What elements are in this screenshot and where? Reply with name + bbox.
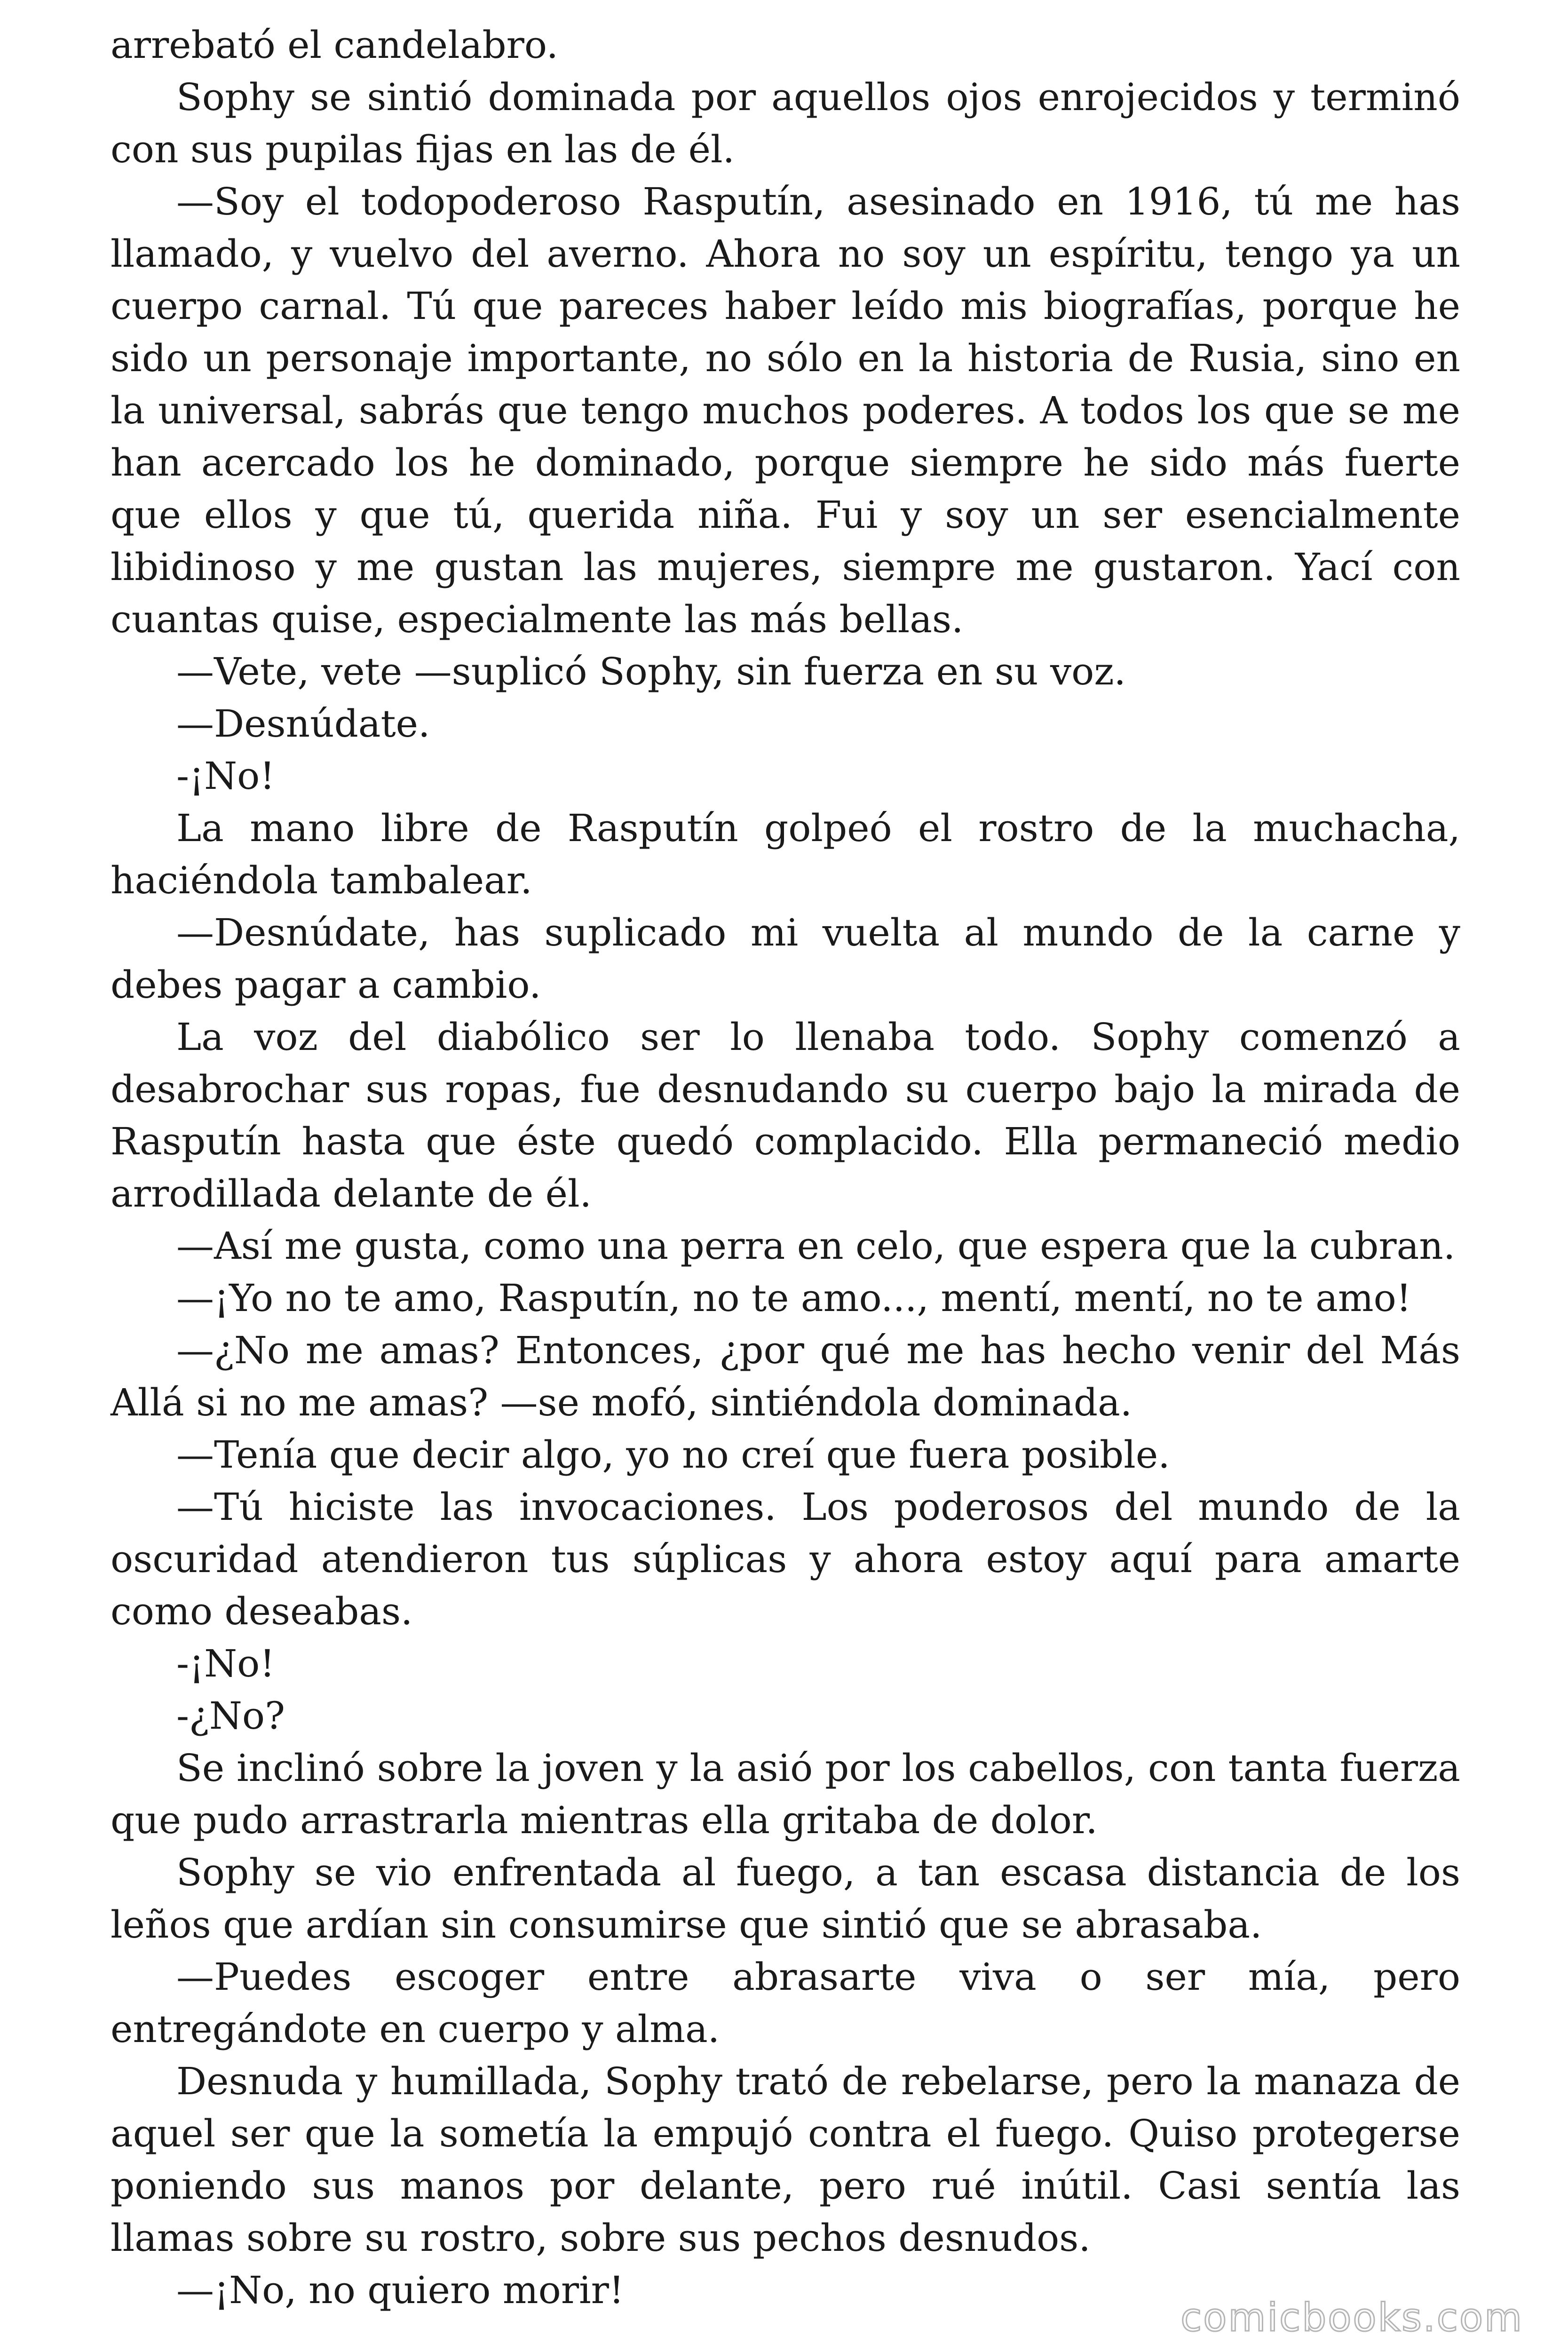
paragraph: —Tenía que decir algo, yo no creí que fuera posible. (176, 1433, 1170, 1477)
paragraph: —Vete, vete —suplicó Sophy, sin fuerza en su voz. (176, 650, 1126, 693)
page-text (111, 19, 1460, 2316)
paragraph: Se inclinó sobre la joven y la asió por los cabellos, con tanta fuerza que pudo arrastrarla mientras ella gritaba de dolor. (111, 1746, 1460, 1842)
paragraph: La voz del diabólico ser lo llenaba todo. Sophy comenzó a desabrochar sus ropas, fue desnudando su cuerpo bajo la mirada de Rasputín hasta que éste quedó complacido. Ella permaneció medio arrodillada delante de él. (111, 1015, 1460, 1216)
paragraph: —Soy el todopoderoso Rasputín, asesinado en 1916, tú me has llamado, y vuelvo del averno. Ahora no soy un espíritu, tengo ya un cuerpo carnal. Tú que pareces haber leído mis biografías, porque he sido un personaje importante, no sólo en la historia de Rusia, sino en la universal, sabrás que tengo muchos poderes. A todos los que se me han acercado los he dominado, porque siempre he sido más fuerte que ellos y que tú, querida niña. Fui y soy un ser esencialmente libidinoso y me gustan las mujeres, siempre me gustaron. Yací con cuantas quise, especialmente las más bellas. (111, 180, 1460, 641)
paragraph: —Así me gusta, como una perra en celo, que espera que la cubran. (176, 1224, 1456, 1268)
paragraph: arrebató el candelabro. (111, 23, 559, 67)
paragraph: —Desnúdate. (176, 702, 430, 746)
paragraph: -¿No? (176, 1694, 285, 1738)
paragraph: —Desnúdate, has suplicado mi vuelta al mundo de la carne y debes pagar a cambio. (111, 911, 1460, 1007)
watermark: comicbooks.com (1180, 2296, 1523, 2340)
paragraph: -¡No! (176, 1642, 275, 1685)
paragraph: Sophy se vio enfrentada al fuego, a tan escasa distancia de los leños que ardían sin consumirse que sintió que se abrasaba. (111, 1851, 1460, 1947)
paragraph: —¿No me amas? Entonces, ¿por qué me has hecho venir del Más Allá si no me amas? —se mofó, sintiéndola dominada. (111, 1328, 1460, 1424)
paragraph: —¡Yo no te amo, Rasputín, no te amo..., mentí, mentí, no te amo! (176, 1276, 1411, 1320)
paragraph: Sophy se sintió dominada por aquellos ojos enrojecidos y terminó con sus pupilas fijas en las de él. (111, 75, 1460, 171)
paragraph: Desnuda y humillada, Sophy trató de rebelarse, pero la manaza de aquel ser que la sometía la empujó contra el fuego. Quiso protegerse poniendo sus manos por delante, pero rué inútil. Casi sentía las llamas sobre su rostro, sobre sus pechos desnudos. (111, 2059, 1460, 2260)
paragraph: -¡No! (176, 754, 275, 798)
paragraph: —¡No, no quiero morir! (176, 2268, 625, 2312)
paragraph: —Tú hiciste las invocaciones. Los poderosos del mundo de la oscuridad atendieron tus súplicas y ahora estoy aquí para amarte como deseabas. (111, 1485, 1460, 1633)
paragraph: La mano libre de Rasputín golpeó el rostro de la muchacha, haciéndola tambalear. (111, 806, 1460, 902)
paragraph: —Puedes escoger entre abrasarte viva o ser mía, pero entregándote en cuerpo y alma. (111, 1955, 1460, 2051)
